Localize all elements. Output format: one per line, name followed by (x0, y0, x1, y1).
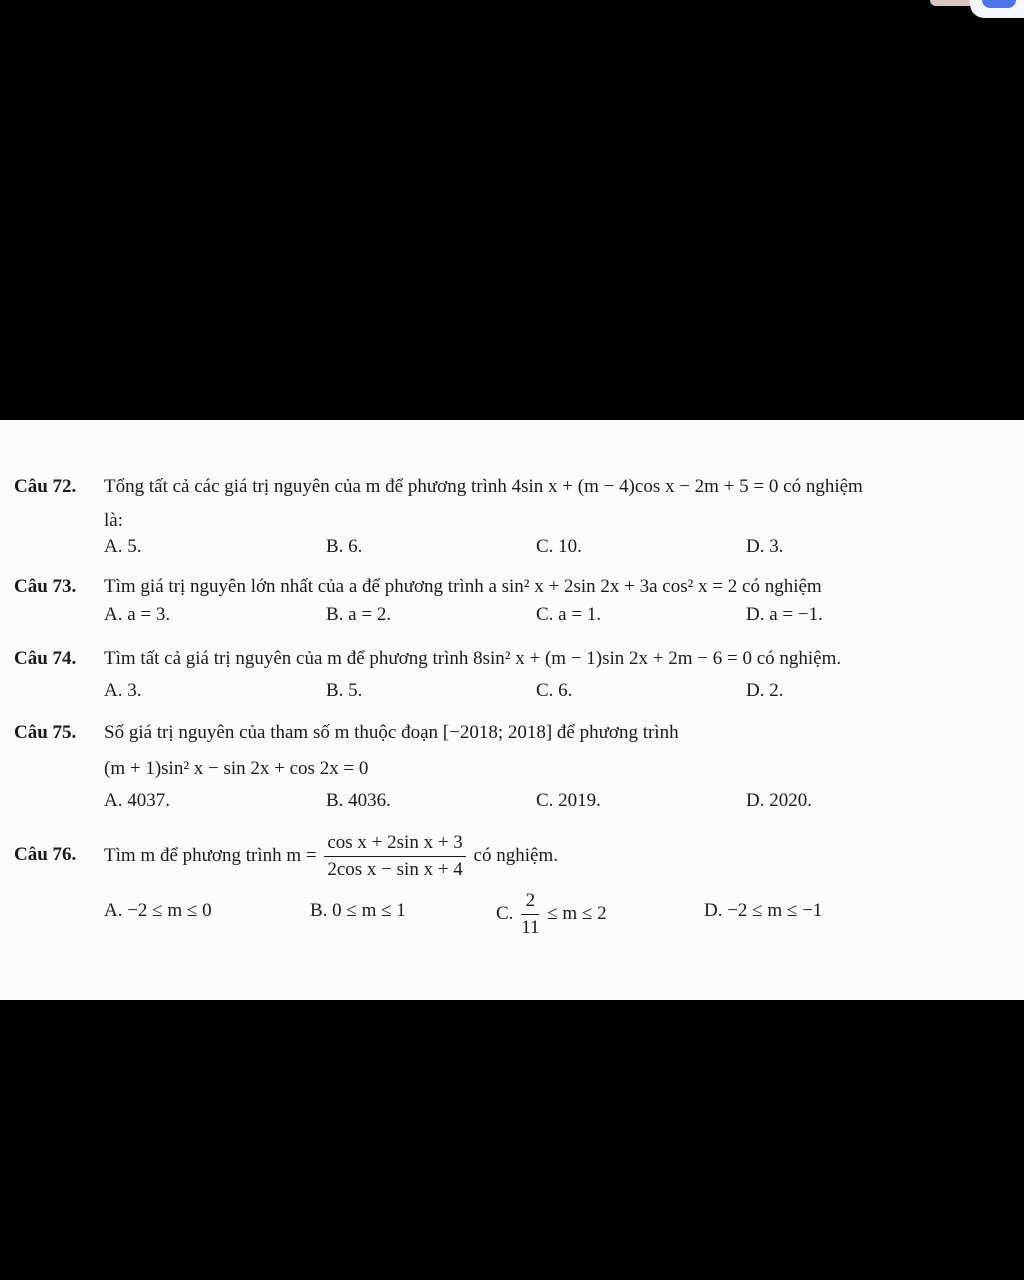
option-a[interactable]: A. a = 3. (104, 604, 171, 625)
option-d[interactable]: D. 3. (746, 536, 784, 557)
question-text: Tổng tất cả các giá trị nguyên của m để phương trình 4sin x + (m − 4)cos x − 2m + 5 = 0 có nghiệm (104, 476, 863, 497)
option-c-prefix: C. (496, 902, 514, 924)
option-c[interactable]: C. 6. (536, 680, 573, 701)
option-a[interactable]: A. −2 ≤ m ≤ 0 (104, 900, 212, 921)
option-d[interactable]: D. 2020. (746, 790, 812, 811)
option-c[interactable]: C. a = 1. (536, 604, 602, 625)
question-label: Câu 74. (14, 648, 77, 669)
floating-button-accent (982, 0, 1016, 8)
question-label: Câu 75. (14, 722, 77, 743)
option-a[interactable]: A. 4037. (104, 790, 170, 811)
option-d[interactable]: D. −2 ≤ m ≤ −1 (704, 900, 823, 921)
question-label: Câu 73. (14, 576, 77, 597)
option-a[interactable]: A. 3. (104, 680, 142, 701)
option-c[interactable] (496, 890, 607, 939)
worksheet-page (0, 420, 1024, 1000)
option-c-numerator: 2 (521, 890, 539, 915)
option-b[interactable]: B. 5. (326, 680, 363, 701)
option-d[interactable]: D. a = −1. (746, 604, 823, 625)
fraction-expression (324, 832, 465, 881)
phone-status-decoration (930, 0, 970, 6)
option-c[interactable]: C. 10. (536, 536, 582, 557)
question-text (104, 832, 558, 881)
question-text: Tìm giá trị nguyên lớn nhất của a để phương trình a sin² x + 2sin 2x + 3a cos² x = 2 có nghiệm (104, 576, 822, 597)
question-text-prefix: Tìm m để phương trình m = (104, 844, 317, 866)
fraction-numerator: cos x + 2sin x + 3 (324, 832, 465, 857)
option-c-fraction (521, 890, 539, 939)
option-b[interactable]: B. 4036. (326, 790, 391, 811)
option-d[interactable]: D. 2. (746, 680, 784, 701)
question-text-continued: là: (104, 510, 123, 531)
question-text-suffix: có nghiệm. (473, 844, 558, 866)
floating-app-button[interactable] (970, 0, 1024, 18)
fraction-denominator: 2cos x − sin x + 4 (327, 859, 463, 880)
question-text: Số giá trị nguyên của tham số m thuộc đoạn [−2018; 2018] để phương trình (104, 722, 679, 743)
option-c[interactable]: C. 2019. (536, 790, 601, 811)
question-label: Câu 76. (14, 844, 77, 865)
option-b[interactable]: B. 6. (326, 536, 363, 557)
option-c-suffix: ≤ m ≤ 2 (547, 902, 607, 924)
question-label: Câu 72. (14, 476, 77, 497)
equation-line: (m + 1)sin² x − sin 2x + cos 2x = 0 (104, 758, 369, 779)
option-c-denominator: 11 (521, 917, 540, 938)
question-text: Tìm tất cả giá trị nguyên của m để phương trình 8sin² x + (m − 1)sin 2x + 2m − 6 = 0 có nghiệm. (104, 648, 842, 669)
option-b[interactable]: B. a = 2. (326, 604, 392, 625)
option-a[interactable]: A. 5. (104, 536, 142, 557)
option-b[interactable]: B. 0 ≤ m ≤ 1 (310, 900, 406, 921)
